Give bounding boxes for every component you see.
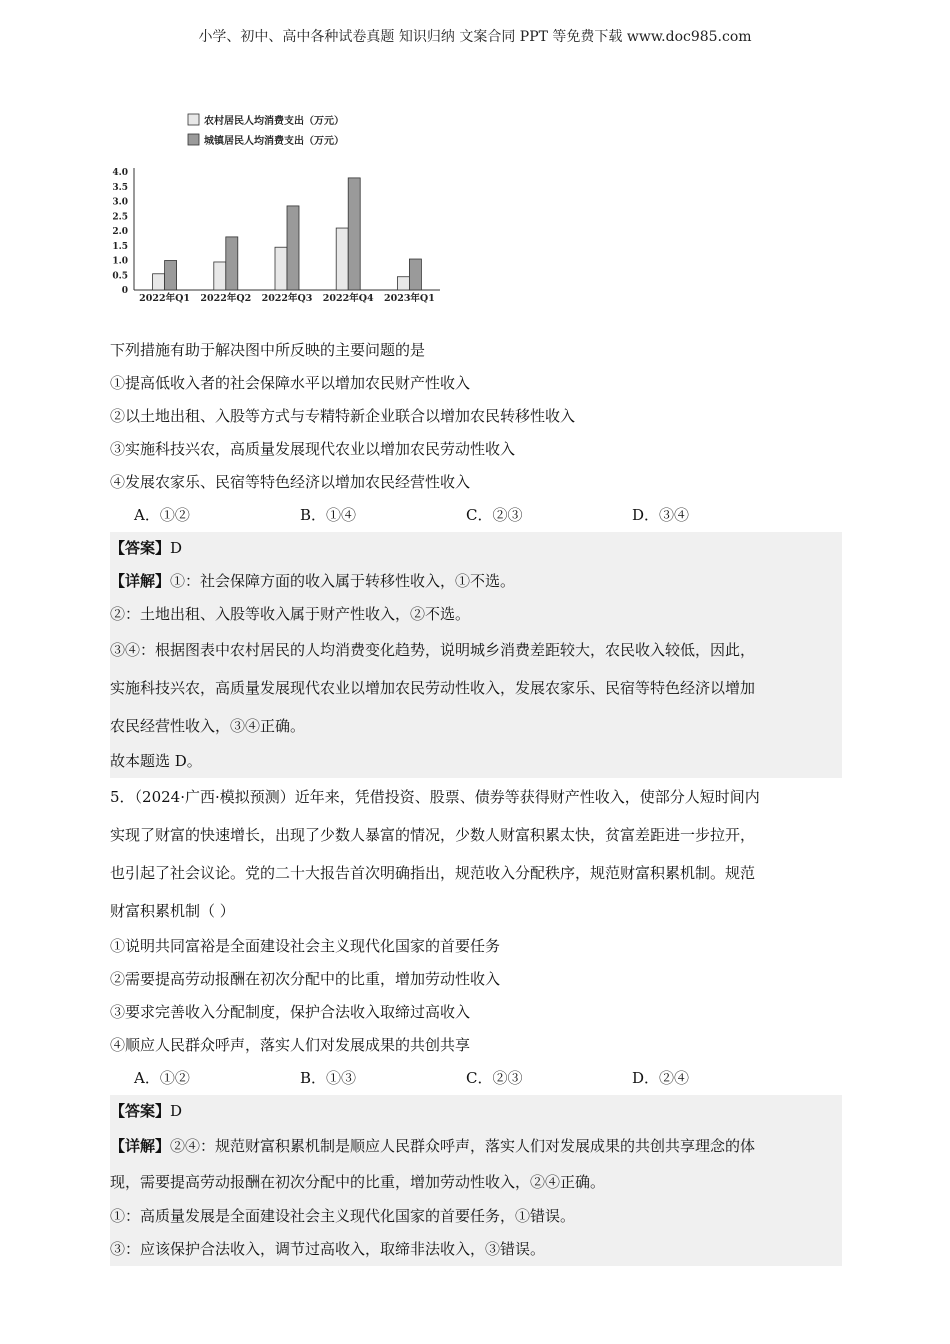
x-tick-label: 2022年Q4 — [322, 293, 374, 304]
q4-detail-1 — [110, 565, 842, 598]
y-tick-label: 4.0 — [112, 168, 128, 178]
legend-label-1: 农村居民人均消费支出（万元） — [204, 116, 344, 127]
q4-detail-2: ②：土地出租、入股等收入属于财产性收入，②不选。 — [110, 605, 471, 623]
q4-option-d: D．③④ — [632, 506, 690, 524]
q5-answer — [110, 1095, 842, 1128]
q4-item-2: ②以土地出租、入股等方式与专精特新企业联合以增加农民转移性收入 — [110, 407, 576, 425]
q4-answer-block — [110, 532, 842, 778]
y-tick-label: 1.0 — [112, 256, 128, 267]
y-tick-label: 2.0 — [112, 227, 128, 237]
y-tick-label: 0 — [121, 286, 128, 296]
q5-item-3: ③要求完善收入分配制度，保护合法收入取缔过高收入 — [110, 1003, 471, 1021]
q5-detail-text-1: ②④：规范财富积累机制是顺应人民群众呼声，落实人们对发展成果的共创共享理念的体 — [170, 1137, 756, 1155]
q4-detail-label: 【详解】 — [110, 572, 171, 590]
q5-detail-3: ①：高质量发展是全面建设社会主义现代化国家的首要任务，①错误。 — [110, 1207, 576, 1225]
q4-item-4: ④发展农家乐、民宿等特色经济以增加农民经营性收入 — [110, 473, 471, 491]
legend-swatch-1 — [188, 114, 199, 125]
q5-item-2: ②需要提高劳动报酬在初次分配中的比重，增加劳动性收入 — [110, 970, 501, 988]
x-tick-label: 2022年Q2 — [200, 293, 252, 304]
bar-urban — [287, 206, 299, 290]
x-tick-label: 2022年Q1 — [139, 293, 191, 304]
consumption-bar-chart — [108, 106, 448, 306]
y-tick-label: 3.5 — [112, 182, 128, 193]
q4-item-1: ①提高低收入者的社会保障水平以增加农民财产性收入 — [110, 374, 471, 392]
y-tick-label: 0.5 — [112, 271, 128, 282]
q5-options — [110, 1062, 842, 1095]
bar-rural — [153, 274, 165, 290]
q5-answer-block — [110, 1095, 842, 1266]
bar-urban — [165, 261, 177, 291]
q4-detail-5: 农民经营性收入，③④正确。 — [110, 717, 306, 735]
y-tick-label: 1.5 — [112, 241, 128, 252]
q5-option-a: A．①② — [134, 1069, 190, 1087]
q4-option-c: C．②③ — [466, 506, 523, 524]
bar-rural — [275, 247, 287, 290]
q5-option-d: D．②④ — [632, 1069, 690, 1087]
q5-stem-1: 5．（2024·广西·模拟预测）近年来，凭借投资、股票、债券等获得财产性收入，使部分人短时间内 — [110, 788, 760, 806]
q4-answer — [110, 532, 842, 565]
q5-answer-label: 【答案】 — [110, 1102, 171, 1120]
q5-item-4: ④顺应人民群众呼声，落实人们对发展成果的共创共享 — [110, 1036, 471, 1054]
chart-svg — [108, 106, 448, 306]
bar-urban — [226, 237, 238, 290]
legend-label-2: 城镇居民人均消费支出（万元） — [204, 136, 344, 147]
bar-urban — [348, 178, 360, 290]
q4-stem: 下列措施有助于解决图中所反映的主要问题的是 — [110, 341, 426, 359]
bar-rural — [336, 228, 348, 290]
q5-stem-2: 实现了财富的快速增长，出现了少数人暴富的情况，少数人财富积累太快，贫富差距进一步拉开， — [110, 826, 756, 844]
q5-answer-value: D — [170, 1102, 183, 1120]
q5-stem-3: 也引起了社会议论。党的二十大报告首次明确指出，规范收入分配秩序，规范财富积累机制。规范 — [110, 864, 756, 882]
y-tick-label: 3.0 — [112, 197, 128, 208]
bar-rural — [397, 277, 409, 290]
q5-option-c: C．②③ — [466, 1069, 523, 1087]
q4-option-a: A．①② — [134, 506, 190, 524]
q5-detail-4: ③：应该保护合法收入，调节过高收入，取缔非法收入，③错误。 — [110, 1240, 546, 1258]
q4-answer-value: D — [170, 539, 183, 557]
q5-detail-1 — [110, 1128, 842, 1164]
legend-swatch-2 — [188, 134, 199, 145]
q5-detail-2: 现，需要提高劳动报酬在初次分配中的比重，增加劳动性收入，②④正确。 — [110, 1173, 606, 1191]
q4-answer-label: 【答案】 — [110, 539, 171, 557]
q5-option-b: B．①③ — [300, 1069, 357, 1087]
bar-rural — [214, 262, 226, 290]
q4-detail-3: ③④：根据图表中农村居民的人均消费变化趋势，说明城乡消费差距较大，农民收入较低，因此， — [110, 641, 756, 659]
q5-item-1: ①说明共同富裕是全面建设社会主义现代化国家的首要任务 — [110, 937, 501, 955]
q5-detail-label: 【详解】 — [110, 1137, 171, 1155]
bar-urban — [409, 259, 421, 290]
x-tick-label: 2022年Q3 — [261, 293, 313, 304]
question-content — [110, 334, 842, 1266]
q4-detail-4: 实施科技兴农，高质量发展现代农业以增加农民劳动性收入，发展农家乐、民宿等特色经济以增加 — [110, 679, 756, 697]
q4-option-b: B．①④ — [300, 506, 357, 524]
y-tick-label: 2.5 — [112, 212, 128, 223]
x-tick-label: 2023年Q1 — [383, 293, 435, 304]
q4-detail-text-1: ①：社会保障方面的收入属于转移性收入，①不选。 — [170, 572, 516, 590]
q4-options — [110, 499, 842, 532]
page-header: 小学、初中、高中各种试卷真题 知识归纳 文案合同 PPT 等免费下载 www.doc985.com — [198, 29, 752, 45]
q5-stem-4: 财富积累机制（ ） — [110, 902, 235, 920]
q4-item-3: ③实施科技兴农，高质量发展现代农业以增加农民劳动性收入 — [110, 440, 516, 458]
q4-conclusion: 故本题选 D。 — [110, 752, 202, 770]
